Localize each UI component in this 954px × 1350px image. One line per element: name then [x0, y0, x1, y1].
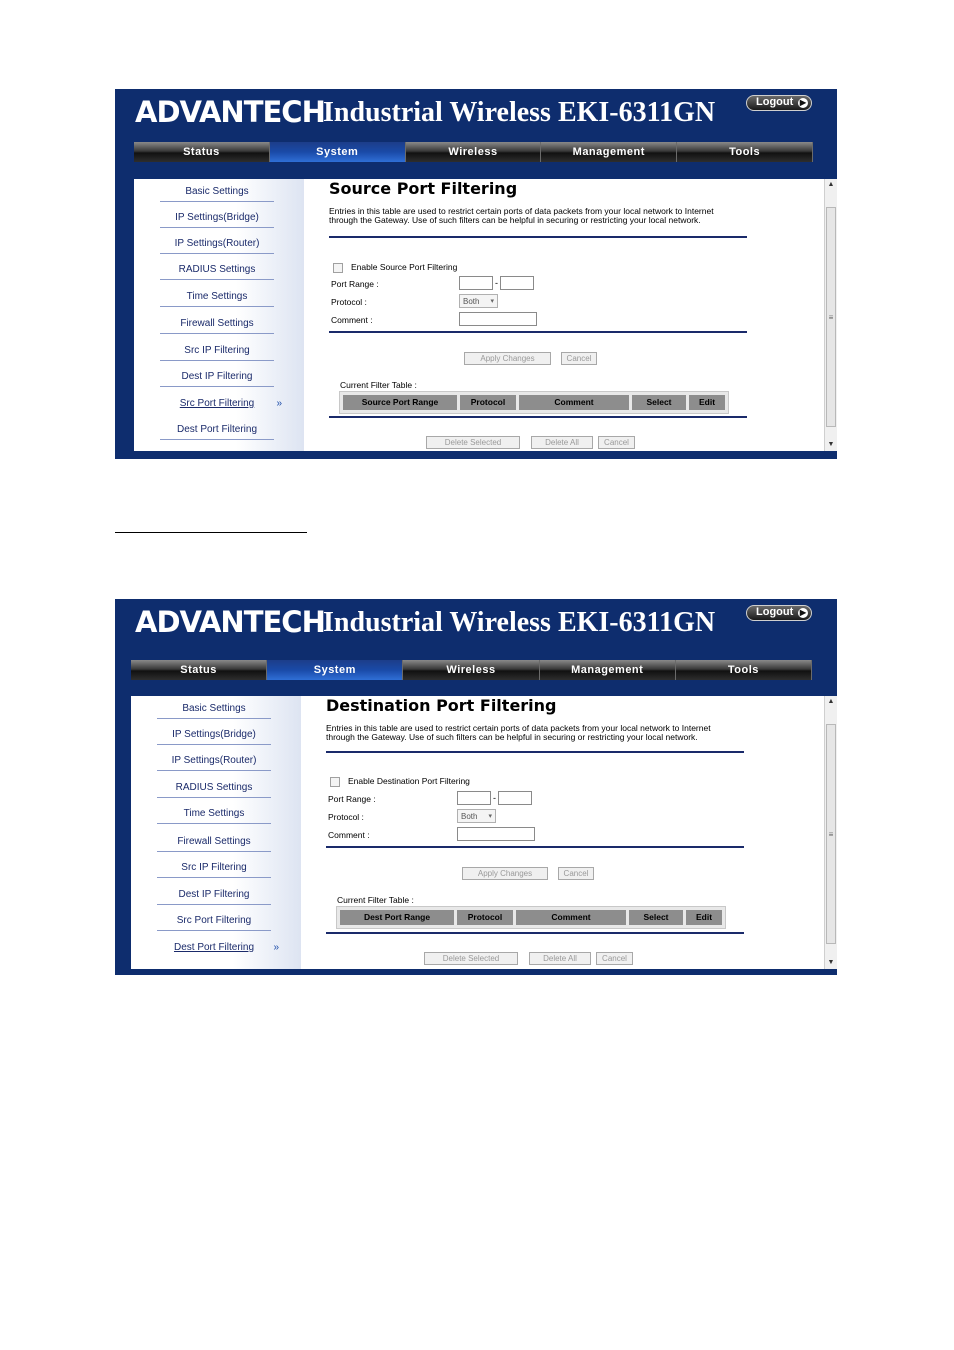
- sidebar-item-dest-port-filtering[interactable]: [157, 939, 279, 957]
- logout-button[interactable]: [746, 95, 812, 111]
- comment-label: Comment :: [331, 315, 373, 325]
- sidebar-item-basic-settings[interactable]: Basic Settings: [160, 183, 274, 202]
- current-filter-table-label: Current Filter Table :: [340, 380, 417, 390]
- sidebar-item-dest-ip-filtering[interactable]: Dest IP Filtering: [157, 886, 271, 905]
- chevron-down-icon: ▾: [488, 813, 492, 820]
- divider: [326, 846, 744, 848]
- sidebar-item-label: Dest Port Filtering: [173, 942, 255, 953]
- page-title: Source Port Filtering: [329, 179, 518, 198]
- double-chevron-right-icon: »: [276, 398, 282, 409]
- sidebar-item-src-port-filtering[interactable]: Src Port Filtering: [157, 912, 271, 931]
- sidebar-item-basic-settings[interactable]: Basic Settings: [157, 700, 271, 719]
- cancel-button[interactable]: Cancel: [561, 352, 597, 365]
- apply-changes-button[interactable]: Apply Changes: [462, 867, 548, 880]
- column-header: Source Port Range: [343, 395, 457, 410]
- sidebar-item-src-port-filtering[interactable]: [160, 395, 282, 413]
- logout-label: Logout: [756, 606, 794, 618]
- header: [115, 89, 837, 141]
- sidebar-item-ip-settings-router[interactable]: IP Settings(Router): [160, 235, 274, 254]
- sidebar-item-radius-settings[interactable]: RADIUS Settings: [157, 779, 271, 798]
- cancel-button[interactable]: Cancel: [558, 867, 594, 880]
- port-range-end-input[interactable]: [500, 276, 534, 290]
- divider: [329, 416, 747, 418]
- scroll-thumb[interactable]: ≡: [826, 207, 836, 427]
- comment-input[interactable]: [459, 312, 537, 326]
- column-header: Edit: [689, 395, 725, 410]
- advantech-logo: ADVANTECH: [135, 605, 325, 639]
- protocol-value: Both: [461, 812, 478, 821]
- scrollbar[interactable]: [824, 696, 837, 969]
- range-separator: -: [495, 278, 498, 288]
- column-header: Select: [629, 910, 683, 925]
- divider: [326, 932, 744, 934]
- cancel-button[interactable]: Cancel: [596, 952, 633, 965]
- filter-table-header: [336, 906, 726, 929]
- page-description: Entries in this table are used to restrict certain ports of data packets from your local network to Internet through the Gateway. Use of such filters can be helpful in securing or restricting your local network.: [329, 206, 714, 225]
- scroll-up-icon[interactable]: ▲: [827, 181, 835, 188]
- sidebar-item-time-settings[interactable]: Time Settings: [160, 288, 274, 307]
- section-underline: [115, 532, 307, 533]
- port-range-start-input[interactable]: [459, 276, 493, 290]
- current-filter-table-label: Current Filter Table :: [337, 895, 414, 905]
- header: [115, 599, 837, 651]
- sidebar-item-ip-settings-bridge[interactable]: IP Settings(Bridge): [157, 726, 271, 745]
- sidebar-item-ip-settings-bridge[interactable]: IP Settings(Bridge): [160, 209, 274, 228]
- menu-tools[interactable]: Tools: [677, 142, 813, 162]
- screenshot-destination-port-filtering: [115, 599, 837, 975]
- port-range-label: Port Range :: [331, 279, 379, 289]
- menu-system[interactable]: System: [267, 660, 403, 680]
- scroll-thumb[interactable]: ≡: [826, 724, 836, 944]
- product-title: Industrial Wireless EKI-6311GN: [323, 607, 716, 638]
- protocol-select[interactable]: [459, 294, 498, 308]
- sidebar-item-dest-port-filtering[interactable]: Dest Port Filtering: [160, 421, 274, 440]
- sidebar-item-radius-settings[interactable]: RADIUS Settings: [160, 261, 274, 280]
- arrow-right-icon: ▶: [799, 98, 807, 107]
- logout-label: Logout: [756, 96, 794, 108]
- sidebar-item-label: Src Port Filtering: [179, 398, 255, 409]
- sidebar: [134, 179, 304, 451]
- menu-wireless[interactable]: Wireless: [403, 660, 539, 680]
- sidebar-item-src-ip-filtering[interactable]: Src IP Filtering: [157, 859, 271, 878]
- delete-all-button[interactable]: Delete All: [529, 952, 591, 965]
- column-header: Protocol: [460, 395, 516, 410]
- sidebar-item-firewall-settings[interactable]: Firewall Settings: [160, 315, 274, 334]
- menu-status[interactable]: Status: [131, 660, 267, 680]
- comment-input[interactable]: [457, 827, 535, 841]
- divider: [329, 236, 747, 238]
- page-description: Entries in this table are used to restrict certain ports of data packets from your local network to Internet through the Gateway. Use of such filters can be helpful in securing or restricting your local network.: [326, 723, 711, 742]
- port-range-start-input[interactable]: [457, 791, 491, 805]
- arrow-right-icon: ▶: [799, 608, 807, 617]
- port-range-end-input[interactable]: [498, 791, 532, 805]
- main-menu: [131, 660, 812, 680]
- sidebar-item-src-ip-filtering[interactable]: Src IP Filtering: [160, 342, 274, 361]
- port-range-label: Port Range :: [328, 794, 376, 804]
- filter-table-header: [339, 391, 729, 414]
- enable-row: [330, 776, 470, 787]
- menu-tools[interactable]: Tools: [676, 660, 812, 680]
- enable-filtering-checkbox[interactable]: [330, 777, 340, 787]
- sidebar-item-firewall-settings[interactable]: Firewall Settings: [157, 833, 271, 852]
- column-header: Comment: [519, 395, 629, 410]
- delete-selected-button[interactable]: Delete Selected: [424, 952, 518, 965]
- main-menu: [134, 142, 813, 162]
- advantech-logo: ADVANTECH: [135, 95, 325, 129]
- apply-changes-button[interactable]: Apply Changes: [464, 352, 551, 365]
- sidebar-item-time-settings[interactable]: Time Settings: [157, 805, 271, 824]
- range-separator: -: [493, 793, 496, 803]
- comment-label: Comment :: [328, 830, 370, 840]
- content-panel: [304, 179, 824, 451]
- cancel-button[interactable]: Cancel: [598, 436, 635, 449]
- enable-filtering-label: Enable Source Port Filtering: [351, 262, 458, 272]
- enable-filtering-checkbox[interactable]: [333, 263, 343, 273]
- protocol-value: Both: [463, 297, 480, 306]
- column-header: Edit: [686, 910, 722, 925]
- divider: [326, 751, 744, 753]
- column-header: Protocol: [457, 910, 513, 925]
- delete-selected-button[interactable]: Delete Selected: [426, 436, 520, 449]
- content-panel: [301, 696, 824, 969]
- scroll-up-icon[interactable]: ▲: [827, 698, 835, 705]
- protocol-label: Protocol :: [328, 812, 364, 822]
- column-header: Comment: [516, 910, 626, 925]
- page-title: Destination Port Filtering: [326, 696, 557, 715]
- menu-wireless[interactable]: Wireless: [406, 142, 542, 162]
- enable-filtering-label: Enable Destination Port Filtering: [348, 776, 470, 786]
- sidebar-item-ip-settings-router[interactable]: IP Settings(Router): [157, 752, 271, 771]
- menu-management[interactable]: Management: [540, 660, 676, 680]
- chevron-down-icon: ▾: [490, 298, 494, 305]
- scroll-down-icon[interactable]: ▼: [827, 441, 835, 448]
- menu-status[interactable]: Status: [134, 142, 270, 162]
- logout-button[interactable]: [746, 605, 812, 621]
- column-header: Dest Port Range: [340, 910, 454, 925]
- sidebar: [131, 696, 301, 969]
- enable-row: [333, 262, 457, 273]
- product-title: Industrial Wireless EKI-6311GN: [323, 97, 716, 128]
- protocol-select[interactable]: [457, 809, 496, 823]
- screenshot-source-port-filtering: [115, 89, 837, 459]
- delete-all-button[interactable]: Delete All: [531, 436, 593, 449]
- double-chevron-right-icon: »: [273, 942, 279, 953]
- menu-system[interactable]: System: [270, 142, 406, 162]
- menu-management[interactable]: Management: [541, 142, 677, 162]
- sidebar-item-dest-ip-filtering[interactable]: Dest IP Filtering: [160, 368, 274, 387]
- divider: [329, 331, 747, 333]
- protocol-label: Protocol :: [331, 297, 367, 307]
- column-header: Select: [632, 395, 686, 410]
- scrollbar[interactable]: [824, 179, 837, 451]
- scroll-down-icon[interactable]: ▼: [827, 959, 835, 966]
